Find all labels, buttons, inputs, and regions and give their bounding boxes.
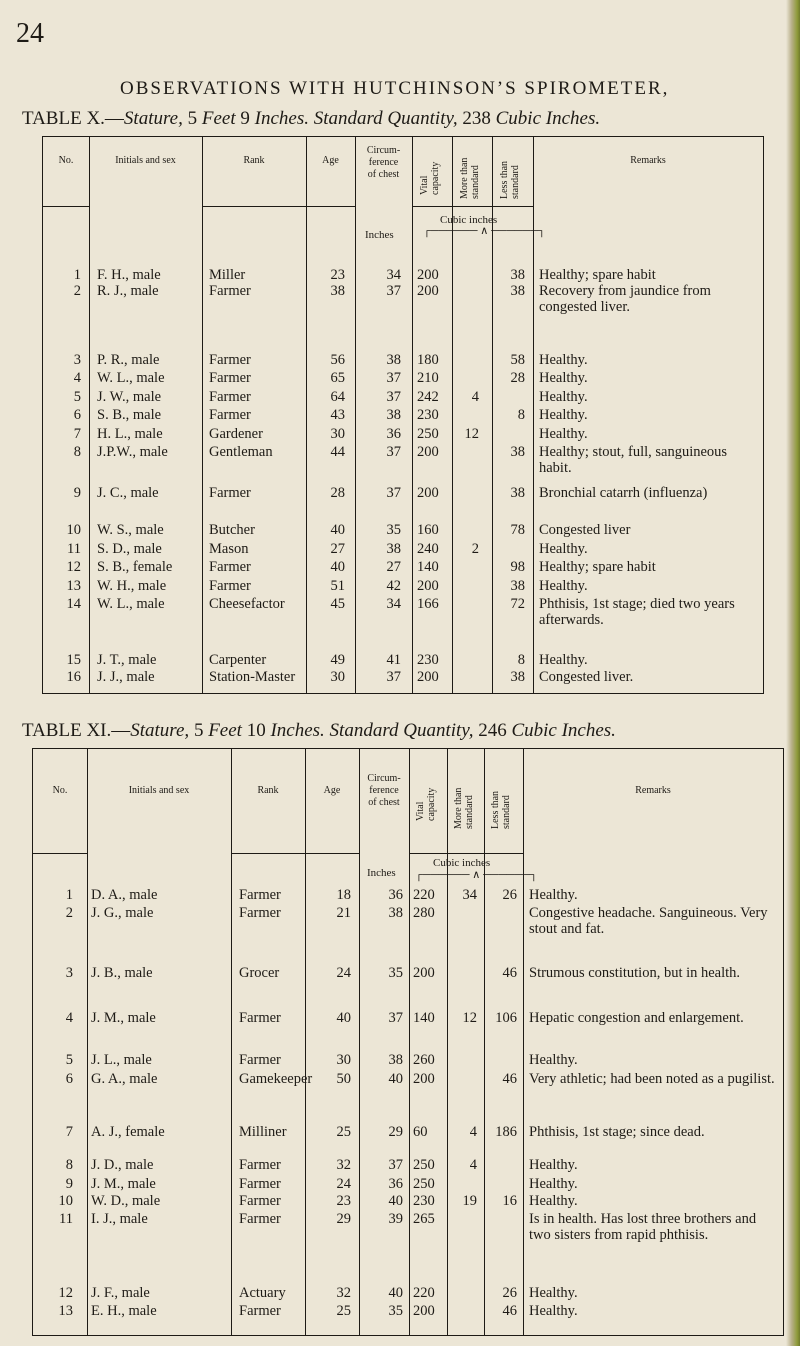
running-head: OBSERVATIONS WITH HUTCHINSON’S SPIROMETER, <box>120 78 670 99</box>
cell-vital: 280 <box>413 905 435 921</box>
cell-chest: 38 <box>386 407 401 423</box>
cell-vital: 265 <box>413 1211 435 1227</box>
cell-age: 44 <box>330 444 345 460</box>
column-header-vital: Vital capacity <box>415 787 437 821</box>
table-xi <box>32 748 784 1336</box>
cell-age: 49 <box>330 652 345 668</box>
cell-rank: Gamekeeper <box>239 1071 313 1087</box>
cell-chest: 37 <box>388 1010 403 1026</box>
unit-inches: Inches <box>365 229 394 241</box>
cell-remarks: Congestive headache. Sanguineous. Very stout and fat. <box>529 905 768 937</box>
cell-vital: 60 <box>413 1124 428 1140</box>
cell-initials: S. B., male <box>97 407 162 423</box>
column-header-more: More than standard <box>453 787 475 829</box>
cell-less: 46 <box>502 965 517 981</box>
cell-rank: Farmer <box>239 1157 281 1173</box>
cell-initials: J. J., male <box>97 669 155 685</box>
cell-less: 78 <box>510 522 525 538</box>
column-header-chest: Circum- ference of chest <box>367 773 401 808</box>
cell-less: 186 <box>495 1124 517 1140</box>
cell-less: 98 <box>510 559 525 575</box>
brace: ┌────── ∧ ──────┐ <box>423 225 546 237</box>
cell-vital: 230 <box>413 1193 435 1209</box>
cell-initials: J. T., male <box>97 652 157 668</box>
cell-age: 21 <box>336 905 351 921</box>
cell-remarks: Is in health. Has lost three brothers and two sisters from rapid phthisis. <box>529 1211 757 1243</box>
cell-no: 10 <box>66 522 81 538</box>
cell-no: 4 <box>65 1010 73 1026</box>
cell-remarks: Congested liver. <box>539 669 634 685</box>
cell-initials: I. J., male <box>91 1211 148 1227</box>
cell-remarks: Hepatic congestion and enlargement. <box>529 1010 744 1026</box>
cell-vital: 220 <box>413 887 435 903</box>
cell-initials: A. J., female <box>91 1124 165 1140</box>
cell-more: 2 <box>471 541 479 557</box>
unit-cubic-inches: Cubic inches <box>440 214 498 226</box>
cell-vital: 242 <box>417 389 439 405</box>
column-header-age: Age <box>322 155 339 166</box>
cell-remarks: Healthy; stout, full, sanguineous habit. <box>539 444 728 476</box>
cell-rank: Miller <box>209 267 246 283</box>
cell-remarks: Healthy. <box>539 370 588 386</box>
cell-less: 38 <box>510 485 525 501</box>
column-header-no: No. <box>52 785 68 796</box>
cell-vital: 260 <box>413 1052 435 1068</box>
cell-chest: 37 <box>386 669 401 685</box>
cell-rank: Mason <box>209 541 249 557</box>
cell-age: 30 <box>330 669 345 685</box>
cell-remarks: Healthy. <box>539 652 588 668</box>
cell-less: 38 <box>510 267 525 283</box>
cell-remarks: Healthy. <box>539 426 588 442</box>
cell-rank: Grocer <box>239 965 280 981</box>
cell-initials: S. D., male <box>97 541 162 557</box>
cell-age: 24 <box>336 1176 351 1192</box>
column-header-initials: Initials and sex <box>115 155 176 166</box>
cell-no: 3 <box>73 352 81 368</box>
cell-less: 26 <box>502 1285 517 1301</box>
cell-rank: Milliner <box>239 1124 287 1140</box>
cell-vital: 200 <box>413 965 435 981</box>
cell-vital: 200 <box>417 669 439 685</box>
cell-no: 4 <box>73 370 81 386</box>
cell-age: 40 <box>336 1010 351 1026</box>
cell-age: 51 <box>330 578 345 594</box>
cell-rank: Farmer <box>239 1010 281 1026</box>
cell-less: 106 <box>495 1010 517 1026</box>
cell-vital: 200 <box>413 1303 435 1319</box>
cell-more: 19 <box>462 1193 477 1209</box>
cell-less: 38 <box>510 669 525 685</box>
cell-less: 26 <box>502 887 517 903</box>
cell-less: 8 <box>517 407 525 423</box>
cell-rank: Farmer <box>239 1303 281 1319</box>
cell-rank: Actuary <box>239 1285 286 1301</box>
cell-rank: Gardener <box>209 426 263 442</box>
cell-vital: 250 <box>417 426 439 442</box>
cell-less: 38 <box>510 283 525 299</box>
cell-more: 4 <box>469 1124 477 1140</box>
cell-rank: Farmer <box>239 905 281 921</box>
page-number: 24 <box>16 18 44 49</box>
cell-rank: Farmer <box>239 1193 281 1209</box>
cell-initials: W. D., male <box>91 1193 161 1209</box>
cell-rank: Carpenter <box>209 652 267 668</box>
cell-initials: J.P.W., male <box>97 444 168 460</box>
cell-chest: 41 <box>386 652 401 668</box>
cell-rank: Gentleman <box>209 444 273 460</box>
cell-remarks: Healthy; spare habit <box>539 267 656 283</box>
cell-age: 38 <box>330 283 345 299</box>
cell-no: 10 <box>58 1193 73 1209</box>
cell-no: 2 <box>73 283 81 299</box>
cell-remarks: Phthisis, 1st stage; since dead. <box>529 1124 705 1140</box>
cell-rank: Farmer <box>209 389 251 405</box>
cell-no: 12 <box>66 559 81 575</box>
cell-vital: 240 <box>417 541 439 557</box>
cell-age: 45 <box>330 596 345 612</box>
cell-age: 30 <box>330 426 345 442</box>
cell-chest: 37 <box>386 370 401 386</box>
cell-age: 23 <box>336 1193 351 1209</box>
cell-no: 5 <box>65 1052 73 1068</box>
cell-remarks: Very athletic; had been noted as a pugilist. <box>529 1071 775 1087</box>
cell-age: 65 <box>330 370 345 386</box>
cell-remarks: Healthy. <box>539 352 588 368</box>
cell-vital: 230 <box>417 407 439 423</box>
cell-initials: J. W., male <box>97 389 162 405</box>
cell-less: 28 <box>510 370 525 386</box>
cell-remarks: Healthy. <box>539 541 588 557</box>
cell-less: 72 <box>510 596 525 612</box>
cell-remarks: Healthy. <box>539 407 588 423</box>
cell-rank: Farmer <box>239 1176 281 1192</box>
column-header-vital: Vital capacity <box>419 161 441 195</box>
cell-no: 9 <box>65 1176 73 1192</box>
cell-remarks: Healthy. <box>529 1285 578 1301</box>
cell-no: 11 <box>59 1211 73 1227</box>
cell-initials: J. C., male <box>97 485 159 501</box>
cell-rank: Farmer <box>209 578 251 594</box>
cell-remarks: Healthy. <box>539 389 588 405</box>
cell-no: 6 <box>73 407 81 423</box>
cell-chest: 29 <box>388 1124 403 1140</box>
cell-no: 1 <box>65 887 73 903</box>
cell-less: 46 <box>502 1303 517 1319</box>
cell-chest: 35 <box>388 1303 403 1319</box>
cell-less: 46 <box>502 1071 517 1087</box>
cell-no: 14 <box>66 596 81 612</box>
cell-vital: 166 <box>417 596 439 612</box>
cell-no: 8 <box>65 1157 73 1173</box>
cell-initials: S. B., female <box>97 559 173 575</box>
cell-less: 16 <box>502 1193 517 1209</box>
column-header-age: Age <box>323 785 341 796</box>
cell-no: 1 <box>73 267 81 283</box>
cell-chest: 38 <box>388 1052 403 1068</box>
cell-age: 32 <box>336 1157 351 1173</box>
cell-initials: F. H., male <box>97 267 161 283</box>
cell-chest: 36 <box>386 426 401 442</box>
cell-age: 30 <box>336 1052 351 1068</box>
unit-cubic-inches: Cubic inches <box>433 857 491 869</box>
cell-remarks: Healthy. <box>529 1176 578 1192</box>
cell-rank: Butcher <box>209 522 255 538</box>
cell-chest: 34 <box>386 596 401 612</box>
cell-rank: Farmer <box>209 407 251 423</box>
cell-remarks: Healthy. <box>529 1052 578 1068</box>
column-header-no: No. <box>58 155 74 166</box>
cell-age: 40 <box>330 559 345 575</box>
cell-vital: 200 <box>417 578 439 594</box>
cell-more: 4 <box>469 1157 477 1173</box>
cell-age: 32 <box>336 1285 351 1301</box>
cell-chest: 36 <box>388 1176 403 1192</box>
cell-chest: 27 <box>386 559 401 575</box>
table-x <box>42 136 764 694</box>
cell-remarks: Healthy. <box>539 578 588 594</box>
unit-inches: Inches <box>367 867 396 879</box>
column-header-chest: Circum- ference of chest <box>366 145 401 180</box>
cell-remarks: Phthisis, 1st stage; died two years afterwards. <box>539 596 735 628</box>
column-header-rank: Rank <box>257 785 279 796</box>
cell-remarks: Recovery from jaundice from congested liver. <box>539 283 711 315</box>
cell-chest: 40 <box>388 1285 403 1301</box>
cell-chest: 37 <box>386 444 401 460</box>
cell-rank: Farmer <box>209 352 251 368</box>
cell-initials: J. G., male <box>91 905 154 921</box>
cell-initials: W. H., male <box>97 578 167 594</box>
cell-no: 6 <box>65 1071 73 1087</box>
cell-chest: 40 <box>388 1193 403 1209</box>
cell-no: 12 <box>58 1285 73 1301</box>
cell-chest: 35 <box>388 965 403 981</box>
cell-more: 34 <box>462 887 477 903</box>
cell-vital: 220 <box>413 1285 435 1301</box>
cell-initials: J. L., male <box>91 1052 152 1068</box>
cell-chest: 37 <box>386 389 401 405</box>
cell-no: 11 <box>67 541 81 557</box>
table-xi-title: TABLE XI.—Stature, 5 Feet 10 Inches. Standard Quantity, 246 Cubic Inches. <box>22 720 616 741</box>
cell-vital: 200 <box>417 267 439 283</box>
cell-age: 23 <box>330 267 345 283</box>
cell-less: 38 <box>510 578 525 594</box>
cell-no: 13 <box>58 1303 73 1319</box>
cell-age: 56 <box>330 352 345 368</box>
cell-initials: J. F., male <box>91 1285 150 1301</box>
cell-no: 5 <box>73 389 81 405</box>
cell-rank: Farmer <box>239 887 281 903</box>
cell-chest: 36 <box>388 887 403 903</box>
cell-vital: 210 <box>417 370 439 386</box>
cell-age: 28 <box>330 485 345 501</box>
cell-chest: 42 <box>386 578 401 594</box>
cell-rank: Farmer <box>209 485 251 501</box>
cell-chest: 34 <box>386 267 401 283</box>
cell-chest: 37 <box>386 485 401 501</box>
cell-rank: Station-Master <box>209 669 296 685</box>
cell-age: 29 <box>336 1211 351 1227</box>
cell-initials: W. L., male <box>97 596 165 612</box>
cell-initials: J. D., male <box>91 1157 154 1173</box>
table-x-title: TABLE X.—Stature, 5 Feet 9 Inches. Standard Quantity, 238 Cubic Inches. <box>22 108 601 129</box>
cell-no: 7 <box>65 1124 73 1140</box>
cell-no: 2 <box>65 905 73 921</box>
cell-rank: Farmer <box>209 370 251 386</box>
cell-initials: D. A., male <box>91 887 158 903</box>
cell-chest: 38 <box>388 905 403 921</box>
cell-rank: Farmer <box>209 283 251 299</box>
cell-less: 58 <box>510 352 525 368</box>
cell-chest: 37 <box>386 283 401 299</box>
cell-age: 40 <box>330 522 345 538</box>
cell-vital: 250 <box>413 1157 435 1173</box>
cell-no: 15 <box>66 652 81 668</box>
column-header-remarks: Remarks <box>630 155 666 166</box>
cell-vital: 160 <box>417 522 439 538</box>
cell-age: 24 <box>336 965 351 981</box>
cell-rank: Farmer <box>239 1052 281 1068</box>
cell-remarks: Bronchial catarrh (influenza) <box>539 485 708 501</box>
cell-less: 38 <box>510 444 525 460</box>
cell-vital: 200 <box>417 485 439 501</box>
cell-vital: 230 <box>417 652 439 668</box>
cell-chest: 40 <box>388 1071 403 1087</box>
cell-chest: 39 <box>388 1211 403 1227</box>
column-header-rank: Rank <box>243 155 265 166</box>
cell-no: 9 <box>73 485 81 501</box>
cell-remarks: Strumous constitution, but in health. <box>529 965 741 981</box>
cell-rank: Cheesefactor <box>209 596 285 612</box>
cell-chest: 37 <box>388 1157 403 1173</box>
cell-chest: 35 <box>386 522 401 538</box>
cell-less: 8 <box>517 652 525 668</box>
cell-no: 3 <box>65 965 73 981</box>
cell-vital: 250 <box>413 1176 435 1192</box>
cell-more: 4 <box>471 389 479 405</box>
cell-initials: W. L., male <box>97 370 165 386</box>
cell-no: 8 <box>73 444 81 460</box>
cell-vital: 200 <box>417 444 439 460</box>
column-header-less: Less than standard <box>490 790 512 829</box>
cell-remarks: Healthy. <box>529 1303 578 1319</box>
cell-no: 7 <box>73 426 81 442</box>
cell-vital: 200 <box>413 1071 435 1087</box>
cell-initials: R. J., male <box>97 283 159 299</box>
cell-initials: G. A., male <box>91 1071 158 1087</box>
cell-rank: Farmer <box>209 559 251 575</box>
cell-no: 13 <box>66 578 81 594</box>
cell-chest: 38 <box>386 352 401 368</box>
cell-initials: E. H., male <box>91 1303 157 1319</box>
cell-age: 25 <box>336 1124 351 1140</box>
cell-more: 12 <box>464 426 479 442</box>
cell-vital: 180 <box>417 352 439 368</box>
cell-age: 18 <box>336 887 351 903</box>
cell-age: 25 <box>336 1303 351 1319</box>
page-spine-edge <box>786 0 800 1346</box>
cell-age: 64 <box>330 389 345 405</box>
cell-age: 27 <box>330 541 345 557</box>
cell-age: 43 <box>330 407 345 423</box>
column-header-more: More than standard <box>459 157 481 199</box>
cell-vital: 200 <box>417 283 439 299</box>
brace: ┌────── ∧ ──────┐ <box>415 869 538 881</box>
cell-remarks: Healthy; spare habit <box>539 559 656 575</box>
cell-remarks: Healthy. <box>529 887 578 903</box>
cell-initials: H. L., male <box>97 426 163 442</box>
cell-initials: J. M., male <box>91 1010 156 1026</box>
cell-chest: 38 <box>386 541 401 557</box>
cell-remarks: Healthy. <box>529 1157 578 1173</box>
cell-remarks: Congested liver <box>539 522 631 538</box>
cell-initials: J. B., male <box>91 965 153 981</box>
column-header-initials: Initials and sex <box>128 785 190 796</box>
cell-age: 50 <box>336 1071 351 1087</box>
cell-remarks: Healthy. <box>529 1193 578 1209</box>
column-header-less: Less than standard <box>499 160 521 199</box>
cell-no: 16 <box>66 669 81 685</box>
cell-more: 12 <box>462 1010 477 1026</box>
cell-vital: 140 <box>413 1010 435 1026</box>
cell-vital: 140 <box>417 559 439 575</box>
cell-rank: Farmer <box>239 1211 281 1227</box>
cell-initials: W. S., male <box>97 522 164 538</box>
cell-initials: J. M., male <box>91 1176 156 1192</box>
column-header-remarks: Remarks <box>635 785 671 796</box>
cell-initials: P. R., male <box>97 352 160 368</box>
